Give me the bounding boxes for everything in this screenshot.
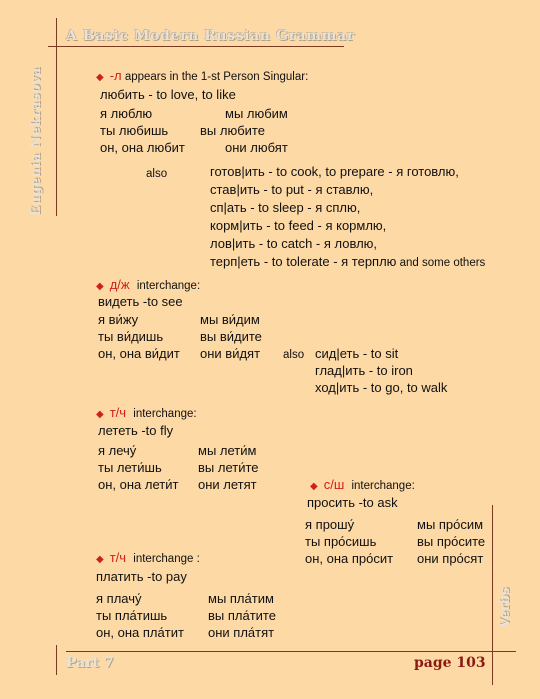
l-infinitive: любить - to love, to like xyxy=(100,87,236,102)
tch-pay-conj-1-sg: я плачу́ xyxy=(96,591,142,606)
author-name: Eugenia Nekrasova xyxy=(29,67,44,216)
l-also-tail: and some others xyxy=(396,257,486,269)
dzh-conj-2-sg: ты ви́дишь xyxy=(98,329,164,344)
tch-pay-conj-3-sg: он, она пла́тит xyxy=(96,625,184,640)
l-also-label: also xyxy=(146,168,168,180)
frame-top-rule xyxy=(48,46,344,47)
ssh-infinitive: просить -to ask xyxy=(307,495,398,510)
dzh-heading-text: interchange: xyxy=(136,280,201,292)
l-conj-3-pl: они любят xyxy=(225,140,288,155)
dzh-also-label: also xyxy=(283,349,305,361)
l-conj-2-sg: ты любишь xyxy=(100,123,169,138)
tch-fly-conj-1-pl: мы лети́м xyxy=(198,443,257,458)
dzh-conj-1-pl: мы ви́дим xyxy=(200,312,260,327)
tch-pay-heading xyxy=(96,550,200,568)
l-conj-1-pl: мы любим xyxy=(225,106,288,121)
tch-pay-heading-text: interchange : xyxy=(133,553,200,565)
ssh-conj-3-pl: они про́сят xyxy=(417,551,484,566)
frame-right-rule xyxy=(492,505,493,685)
ssh-heading xyxy=(310,477,415,495)
frame-bottom-rule xyxy=(66,651,516,652)
dzh-also-item: сид|еть - to sit xyxy=(315,346,399,361)
tch-pay-conj-3-pl: они пла́тят xyxy=(208,625,275,640)
section-label: Verbs xyxy=(498,587,513,628)
book-title: A Basic Modern Russian Grammar xyxy=(66,28,355,44)
l-heading-text: appears in the 1-st Person Singular: xyxy=(121,71,309,83)
l-conj-2-pl: вы любите xyxy=(200,123,265,138)
tch-fly-conj-2-pl: вы лети́те xyxy=(198,460,259,475)
l-also-item: корм|ить - to feed - я кормлю, xyxy=(210,218,387,233)
dzh-conj-3-sg: он, она ви́дит xyxy=(98,346,180,361)
bullet-icon: ◆ xyxy=(96,409,104,420)
l-heading xyxy=(96,68,308,86)
ssh-conj-1-sg: я прошу́ xyxy=(305,517,355,532)
tch-pay-infinitive: платить -to pay xyxy=(96,569,187,584)
tch-fly-marker: т/ч xyxy=(109,405,127,420)
frame-bottom-left-rule xyxy=(56,645,57,675)
l-conj-3-sg: он, она любит xyxy=(100,140,185,155)
bullet-icon: ◆ xyxy=(96,554,104,565)
tch-pay-conj-2-pl: вы пла́тите xyxy=(208,608,276,623)
tch-fly-conj-2-sg: ты лети́шь xyxy=(98,460,162,475)
bullet-icon: ◆ xyxy=(310,481,318,492)
dzh-also-item: глад|ить - to iron xyxy=(315,363,413,378)
tch-pay-conj-2-sg: ты пла́тишь xyxy=(96,608,168,623)
part-label: Part 7 xyxy=(66,655,114,671)
dzh-heading xyxy=(96,277,200,295)
dzh-conj-2-pl: вы ви́дите xyxy=(200,329,262,344)
ssh-conj-3-sg: он, она про́сит xyxy=(305,551,394,566)
tch-fly-conj-3-sg: он, она лети́т xyxy=(98,477,179,492)
dzh-marker: д/ж xyxy=(109,277,130,292)
dzh-infinitive: видеть -to see xyxy=(98,294,183,309)
tch-pay-conj-1-pl: мы пла́тим xyxy=(208,591,274,606)
bullet-icon: ◆ xyxy=(96,72,104,83)
l-conj-1-sg: я люблю xyxy=(100,106,153,121)
l-also-item: став|ить - to put - я ставлю, xyxy=(210,182,374,197)
ssh-conj-1-pl: мы про́сим xyxy=(417,517,484,532)
ssh-heading-text: interchange: xyxy=(351,480,415,492)
page-number: page 103 xyxy=(414,655,486,671)
l-also-item-last xyxy=(210,254,485,271)
ssh-conj-2-pl: вы про́сите xyxy=(417,534,486,549)
dzh-conj-1-sg: я ви́жу xyxy=(98,312,139,327)
dzh-also-item: ход|ить - to go, to walk xyxy=(315,380,448,395)
tch-fly-conj-3-pl: они летят xyxy=(198,477,257,492)
tch-pay-marker: т/ч xyxy=(109,550,127,565)
tch-fly-heading-text: interchange: xyxy=(133,408,197,420)
l-also-item: готов|ить - to cook, to prepare - я готовлю, xyxy=(210,164,459,179)
l-also-item-text: терп|еть - to tolerate - я терплю xyxy=(210,254,397,269)
ssh-marker: с/ш xyxy=(323,477,345,492)
bullet-icon: ◆ xyxy=(96,281,104,292)
tch-fly-infinitive: лететь -to fly xyxy=(98,423,174,438)
dzh-conj-3-pl: они ви́дят xyxy=(200,346,261,361)
tch-fly-conj-1-sg: я лечу́ xyxy=(98,443,137,458)
tch-fly-heading xyxy=(96,405,197,423)
ssh-conj-2-sg: ты про́сишь xyxy=(305,534,377,549)
l-marker: -л xyxy=(109,68,122,83)
l-also-item: сп|ать - to sleep - я сплю, xyxy=(210,200,361,215)
l-also-item: лов|ить - to catch - я ловлю, xyxy=(210,236,378,251)
frame-left-rule xyxy=(56,18,57,216)
